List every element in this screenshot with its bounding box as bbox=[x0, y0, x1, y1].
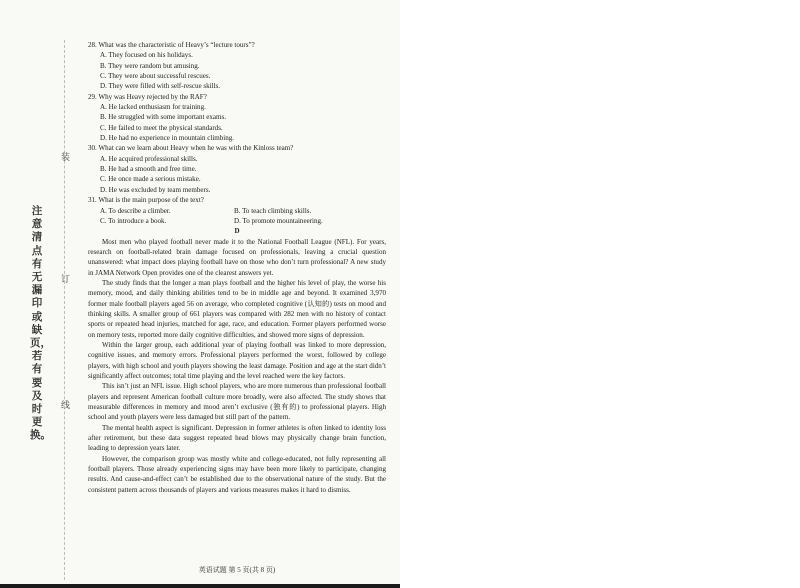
passage-paragraph: The mental health aspect is significant. Depression in former athletes is often linked to identity loss after retirement, but these data suggest repeated head blows may physically change brain function, leading to depression years later. bbox=[88, 423, 386, 453]
option-d: D. They were filled with self-rescue skills. bbox=[100, 82, 221, 91]
option-row bbox=[88, 206, 386, 216]
binding-mark-ding: 订 bbox=[61, 274, 71, 284]
option-a: A. They focused on his holidays. bbox=[100, 51, 193, 60]
question-stem: 29. Why was Heavy rejected by the RAF? bbox=[88, 92, 207, 101]
passage-paragraph: Within the larger group, each additional year of playing football was linked to more depression, cognitive issues, and memory errors. Professional players performed the worst, followed by college players, with high school and youth players showing the least damage. Position and age at the start didn’t significantly affect outcomes; total time playing and the level reached were the key factors. bbox=[88, 340, 386, 380]
option-row bbox=[88, 216, 386, 226]
option-c: C. To introduce a book. bbox=[100, 216, 167, 225]
passage-paragraph: This isn’t just an NFL issue. High school players, who are more numerous than professional football players and represent American football culture more broadly, were also affected. The study shows that measurable differences in memory and mood aren’t exclusive (独有的) to professional players. High school and youth players were less damaged but still part of the pattern. bbox=[88, 382, 386, 422]
option-b: B. He struggled with some important exams. bbox=[100, 113, 227, 122]
option-a: A. He lacked enthusiasm for training. bbox=[100, 103, 206, 112]
option-c: C. He once made a serious mistake. bbox=[100, 175, 201, 184]
passage-paragraph: The study finds that the longer a man plays football and the higher his level of play, the worse his memory, mood, and daily thinking abilities tend to be in middle age and beyond. It examined 3,970 former male football players aged 56 on average, who completed cognitive (认知的) tests on mood and thinking skills. A smaller group of 661 players was compared with 282 men with no history of contact sports or repeated head injuries, matched for age, race, and education. Former players performed worse on memory tests, reported more daily cognitive difficulties, and showed more signs of depression. bbox=[88, 278, 386, 339]
binding-notice: 注意清点有无漏印或缺页，若有要及时更换。 bbox=[30, 206, 51, 442]
binding-mark-xian: 线 bbox=[61, 400, 71, 410]
blank-right-area bbox=[400, 0, 800, 588]
option-c: C. He failed to meet the physical standards. bbox=[100, 123, 223, 132]
binding-mark-zhuang: 装 bbox=[61, 152, 71, 162]
option-a: A. He acquired professional skills. bbox=[100, 154, 198, 163]
option-d: D. He had no experience in mountain climbing. bbox=[100, 134, 235, 143]
exam-content bbox=[88, 40, 386, 495]
question-stem: 30. What can we learn about Heavy when he was with the Kinloss team? bbox=[88, 144, 294, 153]
option-a: A. To describe a climber. bbox=[100, 206, 171, 215]
option-b: B. To teach climbing skills. bbox=[234, 206, 312, 215]
option-c: C. They were about successful rescues. bbox=[100, 72, 211, 81]
question-31 bbox=[88, 195, 386, 226]
question-28 bbox=[88, 40, 386, 92]
section-label: D bbox=[234, 227, 240, 236]
page-footer: 英语试题 第 5 页(共 8 页) bbox=[198, 566, 276, 574]
bottom-edge-bar bbox=[0, 584, 400, 588]
option-d: D. To promote mountaineering. bbox=[234, 216, 323, 225]
question-stem: 28. What was the characteristic of Heavy’s “lecture tours”? bbox=[88, 41, 255, 49]
passage-paragraph: However, the comparison group was mostly white and college-educated, not fully representing all football players. Those already experiencing signs may have been more likely to participate, changing results. And cause-and-effect can’t be established due to the observational nature of the study. But the consistent pattern across thousands of players and various measures makes it hard to dismiss. bbox=[88, 454, 386, 494]
question-29 bbox=[88, 92, 386, 144]
passage-paragraph: Most men who played football never made it to the National Football League (NFL). For years, research on football-related brain damage focused on professionals, leaving a crucial question unanswered: what impact does playing football have on those who don’t turn professional? A new study in JAMA Network Open provides one of the clearest answers yet. bbox=[88, 237, 386, 277]
question-stem: 31. What is the main purpose of the text? bbox=[88, 196, 204, 205]
question-30 bbox=[88, 143, 386, 195]
option-b: B. He had a smooth and free time. bbox=[100, 165, 197, 174]
option-b: B. They were random but amusing. bbox=[100, 61, 200, 70]
option-d: D. He was excluded by team members. bbox=[100, 185, 211, 194]
binding-dashed-line bbox=[64, 40, 65, 580]
